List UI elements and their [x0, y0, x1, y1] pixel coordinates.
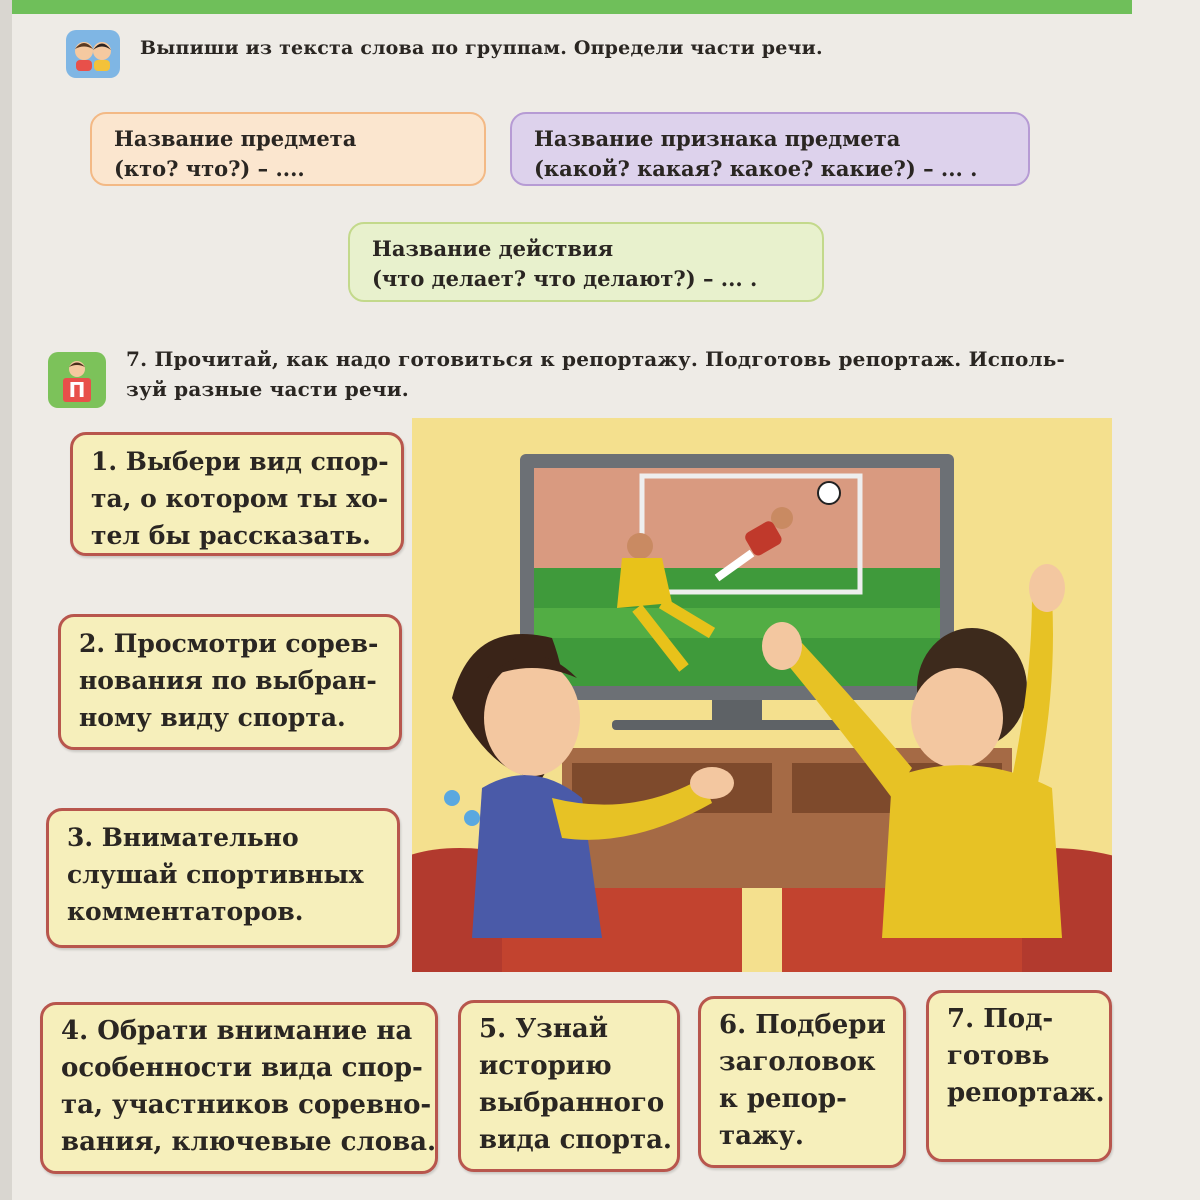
ball-icon [818, 482, 840, 504]
step-5-line: вида спорта. [479, 1125, 672, 1155]
step-5-line: 5. Узнай [479, 1014, 609, 1044]
step-2-card [58, 614, 402, 750]
task7-instruction-line2: зуй разные части речи. [126, 377, 409, 401]
step-2-line: 2. Просмотри сорев- [79, 629, 379, 658]
adjective-box [510, 112, 1030, 186]
adjective-box-title: Название признака предмета [534, 126, 901, 151]
task7-instruction-line1: 7. Прочитай, как надо готовиться к репортажу. Подготовь репортаж. Исполь- [126, 347, 1066, 371]
step-4-line: особенности вида спор- [61, 1053, 423, 1083]
step-1-line: та, о котором ты хо- [91, 484, 389, 513]
step-6-line: 6. Подбери [719, 1010, 886, 1040]
two-children-icon [66, 30, 120, 78]
step-5-card [458, 1000, 680, 1172]
football-tv-illustration [412, 418, 1112, 972]
task6-instruction: Выпиши из текста слова по группам. Определи части речи. [140, 37, 823, 59]
step-6-card [698, 996, 906, 1168]
step-7-line: готовь [947, 1041, 1050, 1071]
step-2-line: ному виду спорта. [79, 703, 346, 732]
step-7-card [926, 990, 1112, 1162]
step-4-card [40, 1002, 438, 1174]
step-6-line: тажу. [719, 1121, 804, 1151]
step-4-line: та, участников соревно- [61, 1090, 432, 1120]
noun-box [90, 112, 486, 186]
textbook-page [12, 0, 1200, 1200]
step-3-line: 3. Внимательно [67, 823, 299, 852]
step-4-line: вания, ключевые слова. [61, 1127, 437, 1157]
noun-box-title: Название предмета [114, 126, 357, 151]
step-3-line: комментаторов. [67, 897, 304, 926]
step-4-line: 4. Обрати внимание на [61, 1016, 413, 1046]
letter-p-child-icon [48, 352, 106, 408]
step-5-line: историю [479, 1051, 612, 1081]
task7-instruction [126, 344, 1065, 404]
letter-p: П [63, 378, 92, 402]
step-3-card [46, 808, 400, 948]
top-green-strip [12, 0, 1132, 14]
step-5-line: выбранного [479, 1088, 665, 1118]
step-1-line: 1. Выбери вид спор- [91, 447, 389, 476]
step-1-line: тел бы рассказать. [91, 521, 371, 550]
adjective-box-questions: (какой? какая? какое? какие?) – ... . [534, 156, 978, 181]
step-1-card [70, 432, 404, 556]
step-6-line: к репор- [719, 1084, 847, 1114]
noun-box-questions: (кто? что?) – .... [114, 156, 305, 181]
verb-box-title: Название действия [372, 236, 614, 261]
step-2-line: нования по выбран- [79, 666, 377, 695]
step-6-line: заголовок [719, 1047, 876, 1077]
step-7-line: репортаж. [947, 1078, 1105, 1108]
verb-box [348, 222, 824, 302]
step-7-line: 7. Под- [947, 1004, 1054, 1034]
step-3-line: слушай спортивных [67, 860, 364, 889]
verb-box-questions: (что делает? что делают?) – ... . [372, 266, 758, 291]
